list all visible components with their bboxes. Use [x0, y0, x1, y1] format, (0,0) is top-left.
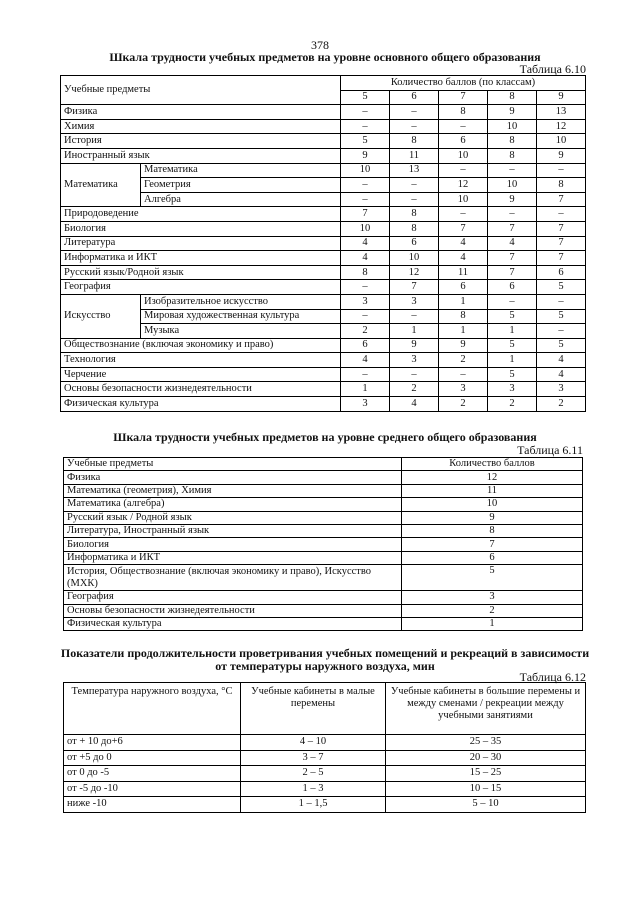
score-cell: –	[390, 367, 439, 382]
subject-label: Изобразительное искусство	[141, 294, 341, 309]
table-6-11	[63, 457, 583, 631]
score-cell: 12	[537, 119, 586, 134]
score-cell: 8	[488, 148, 537, 163]
score-cell: –	[439, 163, 488, 178]
table-row	[64, 538, 583, 551]
table-row	[64, 750, 586, 766]
small-break-cell: 1 – 3	[241, 781, 386, 797]
subject-label: Информатика и ИКТ	[64, 551, 402, 564]
score-cell: 7	[488, 265, 537, 280]
header-row	[64, 458, 583, 471]
table-6-10	[60, 75, 586, 412]
score-cell: 7	[537, 236, 586, 251]
score-cell: 9	[439, 338, 488, 353]
score-cell: –	[537, 207, 586, 222]
score-cell: 12	[390, 265, 439, 280]
score-cell: 8	[402, 524, 583, 537]
score-cell: –	[341, 178, 390, 193]
table-row	[64, 604, 583, 617]
temperature-cell: от 0 до -5	[64, 766, 241, 782]
score-cell: 2	[402, 604, 583, 617]
temperature-cell: от +5 до 0	[64, 750, 241, 766]
score-cell: –	[488, 207, 537, 222]
group-label: Искусство	[61, 294, 141, 338]
temperature-cell: ниже -10	[64, 797, 241, 813]
subject-label: Черчение	[61, 367, 341, 382]
score-cell: 4	[341, 251, 390, 266]
subject-label: Обществознание (включая экономику и право)	[61, 338, 341, 353]
subject-label: География	[64, 591, 402, 604]
subject-label: Природоведение	[61, 207, 341, 222]
table2-caption: Таблица 6.11	[517, 443, 583, 457]
table-row	[64, 484, 583, 497]
score-cell: 4	[439, 236, 488, 251]
large-break-cell: 10 – 15	[386, 781, 586, 797]
score-cell: 7	[341, 207, 390, 222]
score-cell: –	[341, 367, 390, 382]
score-cell: 10	[439, 148, 488, 163]
score-cell: 2	[439, 353, 488, 368]
score-cell: 8	[439, 105, 488, 120]
subject-label: Химия	[61, 119, 341, 134]
score-cell: –	[537, 294, 586, 309]
header-points: Количество баллов	[402, 458, 583, 471]
score-cell: 12	[402, 471, 583, 484]
subject-label: География	[61, 280, 341, 295]
score-cell: 1	[488, 353, 537, 368]
score-cell: 5	[488, 309, 537, 324]
score-cell: –	[439, 119, 488, 134]
subject-label: Русский язык/Родной язык	[61, 265, 341, 280]
score-cell: 3	[390, 353, 439, 368]
score-cell: 4	[341, 236, 390, 251]
score-cell: 3	[537, 382, 586, 397]
score-cell: 8	[341, 265, 390, 280]
table-row	[61, 207, 586, 222]
score-cell: 2	[341, 324, 390, 339]
score-cell: –	[439, 367, 488, 382]
temperature-cell: от + 10 до+6	[64, 735, 241, 751]
score-cell: 7	[537, 251, 586, 266]
score-cell: 3	[439, 382, 488, 397]
subject-label: История, Обществознание (включая экономику и право), Искусство (МХК)	[64, 565, 402, 591]
table-row	[61, 119, 586, 134]
score-cell: –	[341, 309, 390, 324]
table3-caption: Таблица 6.12	[519, 670, 586, 684]
header-temperature: Температура наружного воздуха, °С	[64, 683, 241, 735]
score-cell: 2	[390, 382, 439, 397]
score-cell: 3	[488, 382, 537, 397]
score-cell: 9	[402, 511, 583, 524]
score-cell: 1	[488, 324, 537, 339]
score-cell: –	[537, 163, 586, 178]
table-row	[64, 524, 583, 537]
small-break-cell: 2 – 5	[241, 766, 386, 782]
score-cell: 8	[439, 309, 488, 324]
score-cell: 6	[341, 338, 390, 353]
score-cell: 2	[537, 397, 586, 412]
score-cell: –	[537, 324, 586, 339]
subject-label: Русский язык / Родной язык	[64, 511, 402, 524]
grade-header: 8	[488, 90, 537, 105]
table-row	[61, 134, 586, 149]
large-break-cell: 25 – 35	[386, 735, 586, 751]
table-row	[64, 617, 583, 630]
score-cell: –	[390, 178, 439, 193]
score-cell: 10	[402, 498, 583, 511]
subject-label: Основы безопасности жизнедеятельности	[64, 604, 402, 617]
score-cell: 6	[402, 551, 583, 564]
score-cell: 1	[439, 294, 488, 309]
score-cell: 8	[390, 207, 439, 222]
grade-header: 6	[390, 90, 439, 105]
score-cell: 7	[488, 221, 537, 236]
score-cell: 6	[488, 280, 537, 295]
score-cell: 3	[402, 591, 583, 604]
score-cell: 9	[390, 338, 439, 353]
subject-label: Литература, Иностранный язык	[64, 524, 402, 537]
score-cell: –	[341, 105, 390, 120]
score-cell: 6	[439, 280, 488, 295]
subject-label: Музыка	[141, 324, 341, 339]
score-cell: 2	[488, 397, 537, 412]
subject-label: Мировая художественная культура	[141, 309, 341, 324]
score-cell: 1	[439, 324, 488, 339]
subject-label: Математика (алгебра)	[64, 498, 402, 511]
score-cell: 7	[390, 280, 439, 295]
score-cell: –	[341, 280, 390, 295]
grade-header: 5	[341, 90, 390, 105]
score-cell: 7	[488, 251, 537, 266]
table-row	[61, 148, 586, 163]
score-cell: 10	[488, 178, 537, 193]
subject-label: Алгебра	[141, 192, 341, 207]
table1-caption: Таблица 6.10	[519, 62, 586, 76]
large-break-cell: 15 – 25	[386, 766, 586, 782]
score-cell: 4	[488, 236, 537, 251]
subject-label: Математика	[141, 163, 341, 178]
score-cell: 9	[488, 105, 537, 120]
score-cell: 11	[402, 484, 583, 497]
table-row	[64, 471, 583, 484]
table-row	[61, 251, 586, 266]
subject-label: Биология	[64, 538, 402, 551]
score-cell: 13	[390, 163, 439, 178]
score-cell: 5	[488, 338, 537, 353]
table3-title-line1: Показатели продолжительности проветривания учебных помещений и рекреаций в зависимости	[60, 646, 590, 660]
grade-header: 7	[439, 90, 488, 105]
score-cell: 4	[341, 353, 390, 368]
score-cell: 4	[390, 397, 439, 412]
score-cell: –	[390, 309, 439, 324]
score-cell: 10	[537, 134, 586, 149]
score-cell: 2	[439, 397, 488, 412]
subject-label: Физическая культура	[64, 617, 402, 630]
header-large-breaks: Учебные кабинеты в большие перемены и между сменами / рекреации между учебными занятиями	[386, 683, 586, 735]
table-row	[61, 236, 586, 251]
score-cell: 7	[402, 538, 583, 551]
subject-label: Иностранный язык	[61, 148, 341, 163]
score-cell: 6	[390, 236, 439, 251]
small-break-cell: 4 – 10	[241, 735, 386, 751]
page-number: 378	[311, 38, 329, 52]
score-cell: 5	[537, 280, 586, 295]
score-cell: –	[341, 119, 390, 134]
score-cell: 10	[390, 251, 439, 266]
score-cell: 9	[537, 148, 586, 163]
subject-label: Литература	[61, 236, 341, 251]
score-cell: 4	[537, 367, 586, 382]
large-break-cell: 20 – 30	[386, 750, 586, 766]
score-cell: –	[390, 192, 439, 207]
header-points: Количество баллов (по классам)	[341, 76, 586, 91]
score-cell: 9	[488, 192, 537, 207]
subject-label: Геометрия	[141, 178, 341, 193]
table-row	[61, 397, 586, 412]
grade-header: 9	[537, 90, 586, 105]
score-cell: 10	[439, 192, 488, 207]
score-cell: –	[439, 207, 488, 222]
header-subjects: Учебные предметы	[61, 76, 341, 105]
subject-label: История	[61, 134, 341, 149]
score-cell: 6	[537, 265, 586, 280]
subject-label: Технология	[61, 353, 341, 368]
table-row	[64, 781, 586, 797]
score-cell: –	[488, 294, 537, 309]
subject-label: Информатика и ИКТ	[61, 251, 341, 266]
score-cell: 5	[402, 565, 583, 591]
score-cell: 8	[390, 221, 439, 236]
score-cell: 10	[341, 163, 390, 178]
large-break-cell: 5 – 10	[386, 797, 586, 813]
table-row	[64, 498, 583, 511]
table-row	[61, 105, 586, 120]
score-cell: 1	[341, 382, 390, 397]
score-cell: 6	[439, 134, 488, 149]
small-break-cell: 1 – 1,5	[241, 797, 386, 813]
score-cell: 9	[341, 148, 390, 163]
score-cell: –	[488, 163, 537, 178]
table-row	[64, 551, 583, 564]
score-cell: 3	[341, 294, 390, 309]
score-cell: 5	[537, 309, 586, 324]
score-cell: 1	[402, 617, 583, 630]
table-row	[64, 797, 586, 813]
subject-label: Физическая культура	[61, 397, 341, 412]
table-row	[61, 367, 586, 382]
table-row	[64, 591, 583, 604]
table-row	[61, 265, 586, 280]
score-cell: 7	[537, 192, 586, 207]
score-cell: 11	[390, 148, 439, 163]
score-cell: –	[390, 119, 439, 134]
table-row	[64, 511, 583, 524]
score-cell: 10	[341, 221, 390, 236]
score-cell: 13	[537, 105, 586, 120]
header-row	[61, 76, 586, 91]
subject-label: Математика (геометрия), Химия	[64, 484, 402, 497]
score-cell: 3	[341, 397, 390, 412]
score-cell: 7	[439, 221, 488, 236]
table2-title: Шкала трудности учебных предметов на уровне среднего общего образования	[113, 430, 537, 444]
score-cell: –	[390, 105, 439, 120]
score-cell: 3	[390, 294, 439, 309]
score-cell: 7	[537, 221, 586, 236]
table-row	[61, 338, 586, 353]
subject-label: Биология	[61, 221, 341, 236]
score-cell: 4	[439, 251, 488, 266]
subject-label: Физика	[61, 105, 341, 120]
table-row	[61, 163, 586, 178]
table-row	[61, 280, 586, 295]
score-cell: 5	[537, 338, 586, 353]
table3-title-line2: от температуры наружного воздуха, мин	[215, 659, 435, 673]
score-cell: 8	[537, 178, 586, 193]
score-cell: 5	[488, 367, 537, 382]
score-cell: 8	[390, 134, 439, 149]
table-row	[61, 294, 586, 309]
table-row	[64, 735, 586, 751]
score-cell: 1	[390, 324, 439, 339]
score-cell: 5	[341, 134, 390, 149]
header-small-breaks: Учебные кабинеты в малые перемены	[241, 683, 386, 735]
score-cell: 8	[488, 134, 537, 149]
table-row	[61, 353, 586, 368]
table-row	[61, 382, 586, 397]
subject-label: Физика	[64, 471, 402, 484]
table-6-12	[63, 682, 586, 813]
score-cell: 4	[537, 353, 586, 368]
table-row	[64, 565, 583, 591]
table1-title: Шкала трудности учебных предметов на уровне основного общего образования	[109, 50, 541, 64]
table-row	[64, 766, 586, 782]
header-subjects: Учебные предметы	[64, 458, 402, 471]
small-break-cell: 3 – 7	[241, 750, 386, 766]
temperature-cell: от -5 до -10	[64, 781, 241, 797]
table-row	[61, 221, 586, 236]
score-cell: –	[341, 192, 390, 207]
group-label: Математика	[61, 163, 141, 207]
score-cell: 10	[488, 119, 537, 134]
score-cell: 12	[439, 178, 488, 193]
subject-label: Основы безопасности жизнедеятельности	[61, 382, 341, 397]
score-cell: 11	[439, 265, 488, 280]
